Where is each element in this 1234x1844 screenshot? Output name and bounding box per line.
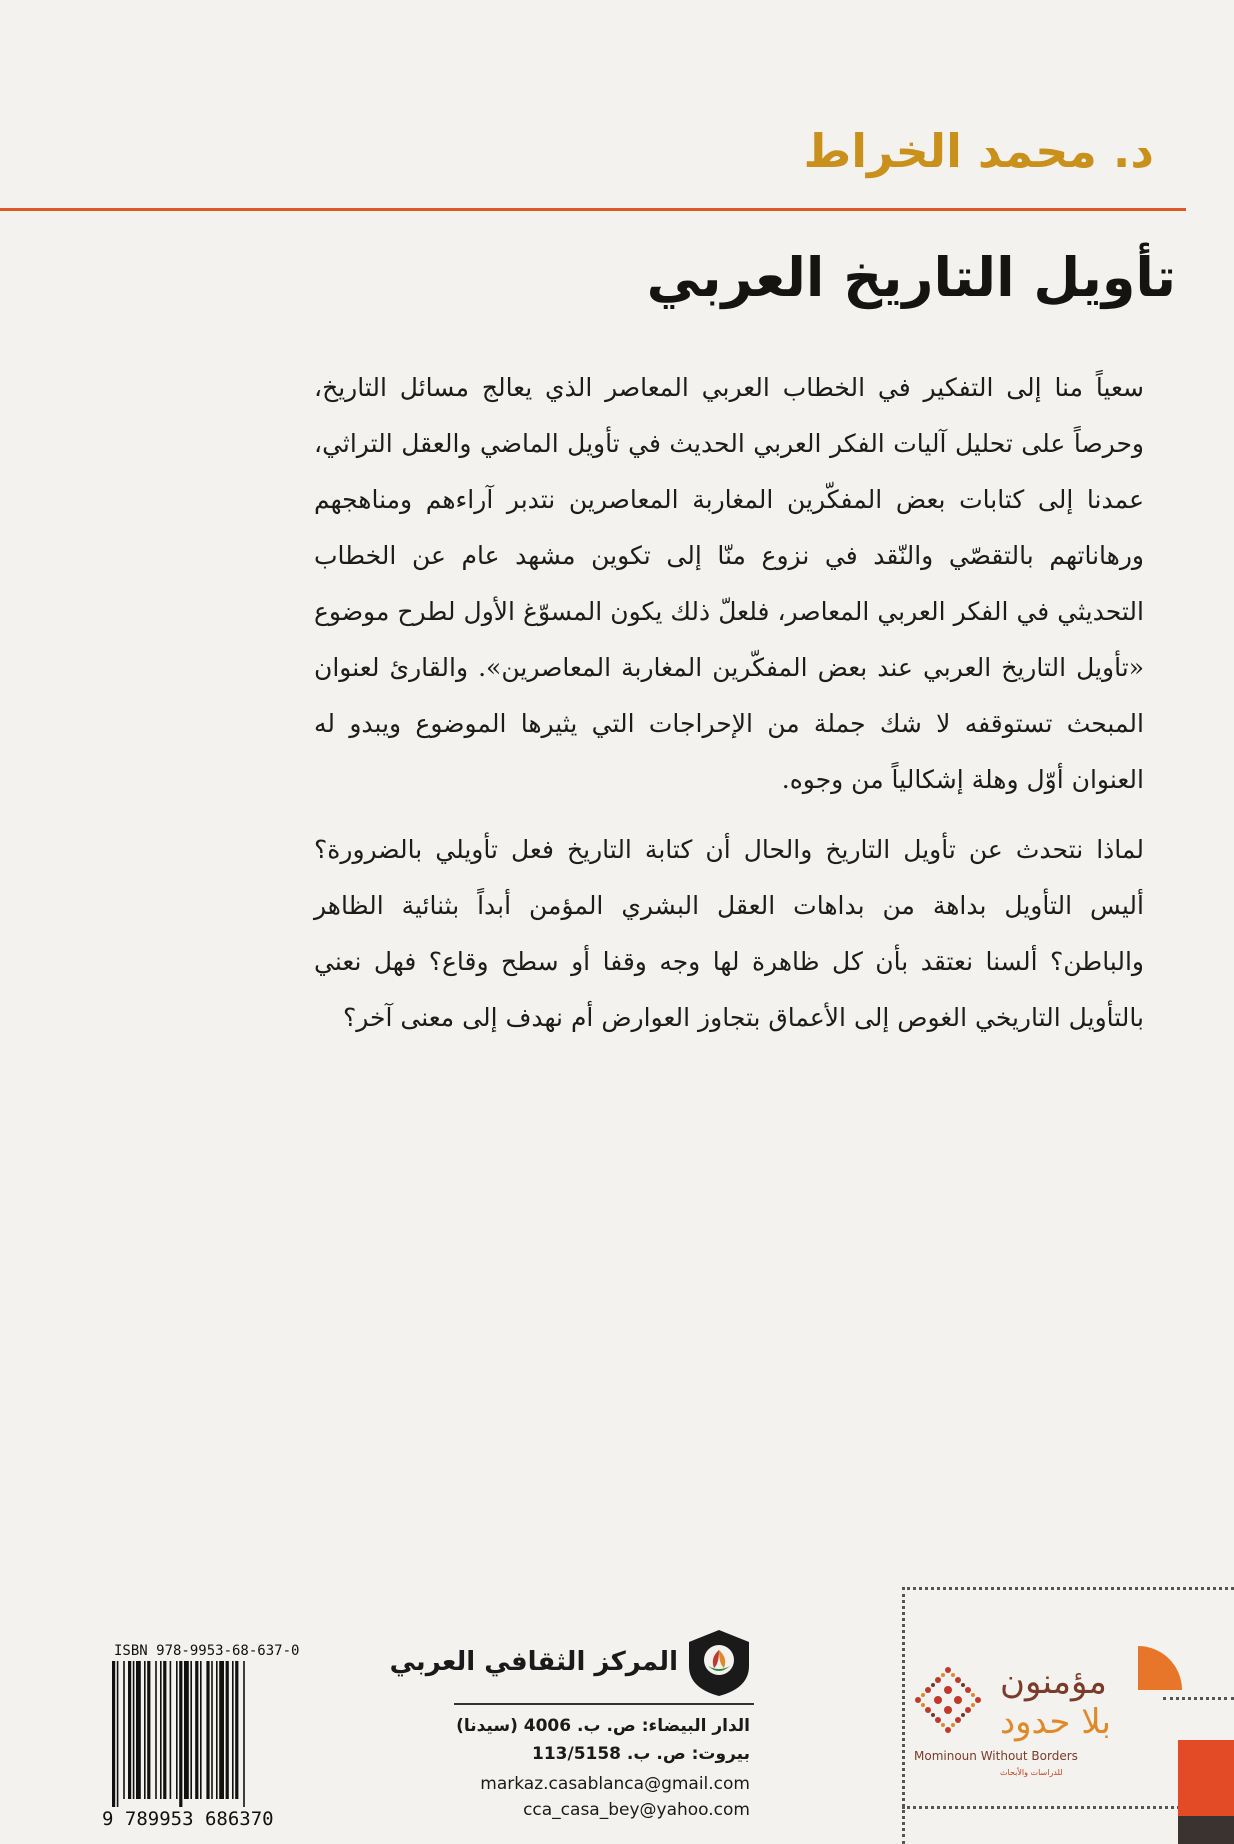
mominoun-latin-name: Mominoun Without Borders [914,1749,1078,1763]
blurb-paragraph-1: سعياً منا إلى التفكير في الخطاب العربي المعاصر الذي يعالج مسائل التاريخ، وحرصاً على تحليل آليات الفكر العربي الحديث في تأويل الماضي والعقل التراثي، عمدنا إلى كتابات بعض المفكّرين المغاربة المعاصرين نتدبر آراءهم ومناهجهم ورهاناتهم بالتقصّي والنّقد في نزوع منّا إلى تكوين مشهد عام عن الخطاب التحديثي في الفكر العربي المعاصر، فلعلّ ذلك يكون المسوّغ الأول لطرح موضوع «تأويل التاريخ العربي عند بعض المفكّرين المغاربة المعاصرين». والقارئ لعنوان المبحث تستوقفه لا شك جملة من الإحراجات التي يثيرها الموضوع ويبدو له العنوان أوّل وهلة إشكالياً من وجوه. [314,373,1144,794]
barcode-bar [243,1661,245,1807]
barcode-bar [195,1661,198,1799]
barcode-bar [216,1661,218,1799]
barcode-bar [232,1661,234,1799]
barcode-bar [147,1661,150,1799]
barcode-digits: 9 789953 686370 [102,1808,274,1830]
publisher-address-casablanca: الدار البيضاء: ص. ب. 4006 (سيدنا) [456,1716,750,1736]
dotted-frame-middle [1163,1697,1234,1700]
barcode-bar [184,1661,189,1799]
barcode-bar [160,1661,162,1799]
mominoun-arabic-tagline: بلا حدود [1000,1702,1111,1742]
barcode-bar [206,1661,209,1799]
barcode-bar [128,1661,131,1799]
barcode-bar [136,1661,141,1799]
barcode-bar [170,1661,172,1799]
dotted-frame-top [902,1587,1234,1590]
book-title: تأويل التاريخ العربي [646,246,1176,309]
mominoun-arabic-name: مؤمنون [1000,1662,1107,1702]
barcode-bar [200,1661,202,1799]
blurb-text [314,360,1144,1060]
isbn-label: ISBN 978-9953-68-637-0 [114,1643,300,1659]
barcode-bar [117,1661,119,1807]
mominoun-subtitle: للدراسات والأبحاث [1000,1768,1063,1777]
barcode-bar [219,1661,224,1799]
publisher-address-beirut: بيروت: ص. ب. 113/5158 [532,1744,750,1764]
barcode-bar [190,1661,192,1799]
barcode-bar [133,1661,135,1799]
blurb-paragraph-2: لماذا نتحدث عن تأويل التاريخ والحال أن كتابة التاريخ فعل تأويلي بالضرورة؟ أليس التأويل بداهة من بداهات العقل البشري المؤمن أبداً بثنائية الظاهر والباطن؟ ألسنا نعتقد بأن كل ظاهرة لها وجه وقفا أو سطح وقاع؟ فهل نعني بالتأويل التاريخي الغوص إلى الأعماق بتجاوز العوارض أم نهدف إلى معنى آخر؟ [314,835,1144,1032]
publisher-email-2: cca_casa_bey@yahoo.com [523,1800,750,1820]
publisher-divider [454,1703,754,1705]
author-name: د. محمد الخراط [803,124,1154,178]
orange-half-circle-shape [1138,1646,1182,1690]
barcode-bar [163,1661,166,1799]
barcode-bar [179,1661,182,1807]
publisher-shield-logo [686,1628,752,1698]
barcode-bar [235,1661,238,1799]
barcode-bar [226,1661,229,1799]
barcode-bar [176,1661,178,1799]
barcode-bar [155,1661,157,1799]
barcode-bar [144,1661,146,1799]
barcode-bar [123,1661,125,1799]
barcode-bar [211,1661,213,1799]
publisher-email-1: markaz.casablanca@gmail.com [480,1774,750,1794]
publisher-name: المركز الثقافي العربي [389,1647,678,1677]
red-corner-shape [1178,1740,1234,1844]
header-divider [0,208,1186,211]
barcode-bar [112,1661,115,1807]
isbn-barcode [110,1661,306,1807]
